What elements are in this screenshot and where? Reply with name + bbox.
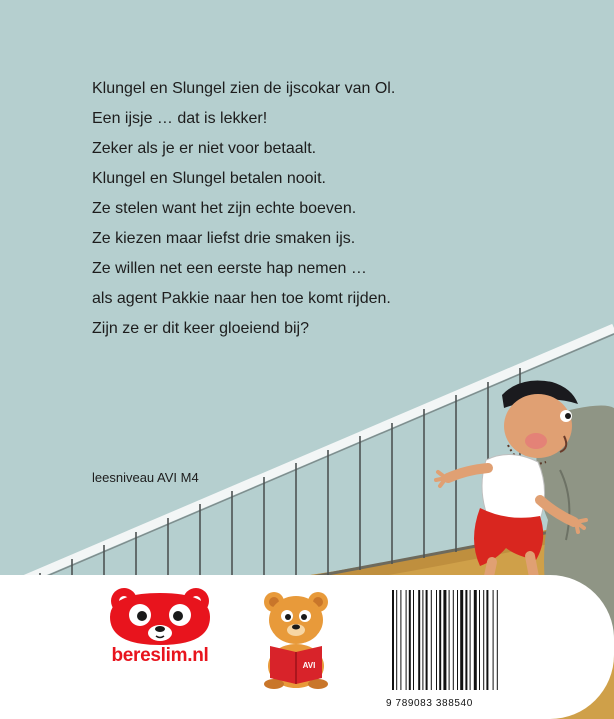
barcode-bar	[413, 590, 414, 690]
barcode-bar	[422, 590, 423, 690]
barcode-bar	[439, 590, 441, 690]
barcode-bar	[431, 590, 432, 690]
blurb-line: Ze stelen want het zijn echte boeven.	[92, 200, 357, 217]
barcode-bar	[409, 590, 411, 690]
barcode-bar	[436, 590, 437, 690]
blurb-line: Ze willen net een eerste hap nemen …	[92, 260, 367, 277]
barcode-bar	[460, 590, 463, 690]
barcode-bar	[470, 590, 471, 690]
bereslim-logo-icon	[98, 587, 222, 647]
barcode-icon	[386, 586, 516, 694]
blurb-line: Klungel en Slungel zien de ijscokar van Ol.	[92, 80, 396, 97]
reading-bear-icon	[260, 590, 332, 690]
barcode-bar	[465, 590, 467, 690]
blurb-text	[92, 74, 395, 344]
reading-level: leesniveau AVI M4	[92, 470, 199, 485]
barcode-bar	[493, 590, 494, 690]
barcode-bar	[483, 590, 484, 690]
isbn-digits: 9 789083 388540	[386, 698, 473, 709]
avi-badge-text: AVI	[302, 661, 316, 670]
blurb-line: als agent Pakkie naar hen toe komt rijden.	[92, 290, 391, 307]
barcode-bar	[400, 590, 401, 690]
barcode-bar	[449, 590, 450, 690]
barcode-bar	[486, 590, 488, 690]
publisher-logo-text: bereslim.nl	[111, 645, 209, 666]
blurb-line: Zijn ze er dit keer gloeiend bij?	[92, 320, 310, 337]
barcode-bar	[426, 590, 428, 690]
blurb-line: Een ijsje … dat is lekker!	[92, 110, 268, 127]
barcode-bar	[396, 590, 397, 690]
barcode-bar	[479, 590, 480, 690]
barcode-bar	[453, 590, 454, 690]
blurb-line: Klungel en Slungel betalen nooit.	[92, 170, 326, 187]
barcode-bar	[457, 590, 458, 690]
barcode-bar	[406, 590, 407, 690]
blurb-line: Zeker als je er niet voor betaalt.	[92, 140, 317, 157]
barcode-bar	[497, 590, 498, 690]
barcode-bar	[392, 590, 394, 690]
barcode-bar	[443, 590, 446, 690]
barcode-bar	[418, 590, 420, 690]
blurb-line: Ze kiezen maar liefst drie smaken ijs.	[92, 230, 356, 247]
barcode-bar	[474, 590, 477, 690]
